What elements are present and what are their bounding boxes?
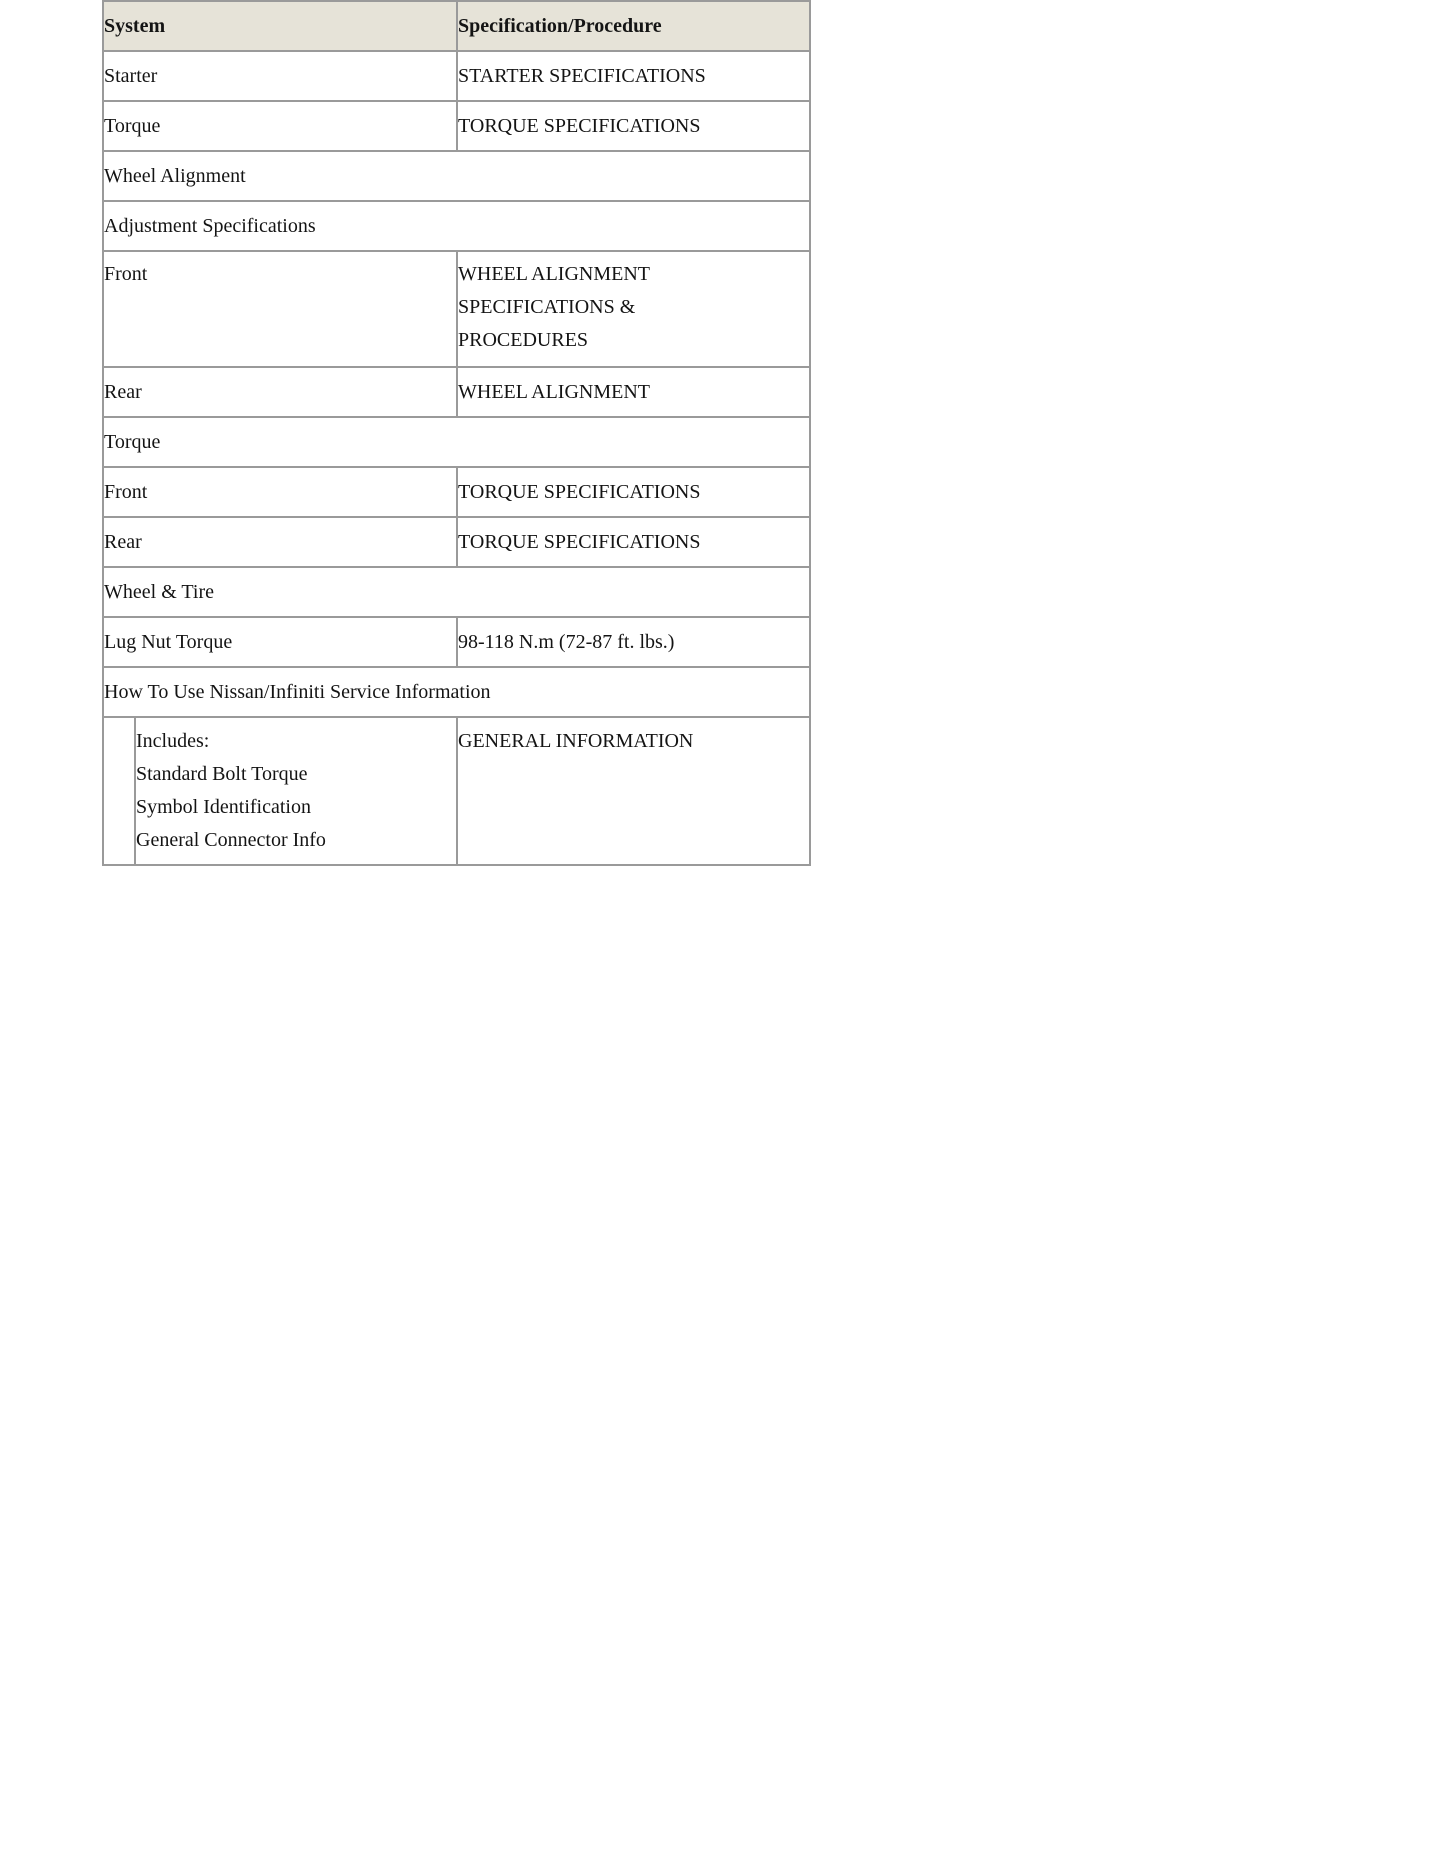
spec-cell-text	[458, 252, 809, 357]
table-row	[103, 367, 810, 417]
table-row	[103, 517, 810, 567]
system-cell: Lug Nut Torque	[103, 617, 457, 667]
includes-line: Symbol Identification	[136, 796, 311, 818]
table-row	[103, 467, 810, 517]
table-row	[103, 201, 810, 251]
spec-cell: WHEEL ALIGNMENT	[457, 367, 810, 417]
includes-list	[136, 718, 456, 857]
header-system: System	[103, 1, 457, 51]
spec-cell: TORQUE SPECIFICATIONS	[457, 467, 810, 517]
table-header-row	[103, 1, 810, 51]
system-cell: Rear	[103, 367, 457, 417]
table-row	[103, 417, 810, 467]
table-row	[103, 51, 810, 101]
spec-cell: TORQUE SPECIFICATIONS	[457, 101, 810, 151]
system-cell: Rear	[103, 517, 457, 567]
section-heading: Wheel Alignment	[103, 151, 810, 201]
system-cell	[103, 251, 457, 367]
indent-spacer-cell	[103, 717, 135, 865]
section-heading: Wheel & Tire	[103, 567, 810, 617]
includes-line: General Connector Info	[136, 829, 326, 851]
spec-line: SPECIFICATIONS &	[458, 296, 636, 318]
table-row	[103, 101, 810, 151]
header-specification-procedure: Specification/Procedure	[457, 1, 810, 51]
includes-line: Includes:	[136, 730, 210, 752]
spec-cell	[457, 717, 810, 865]
system-cell: Starter	[103, 51, 457, 101]
includes-line: Standard Bolt Torque	[136, 763, 308, 785]
system-cell-text: Front	[104, 263, 148, 285]
system-cell: Front	[103, 467, 457, 517]
system-cell	[135, 717, 457, 865]
spec-cell: 98-118 N.m (72-87 ft. lbs.)	[457, 617, 810, 667]
spec-cell	[457, 251, 810, 367]
spec-line: WHEEL ALIGNMENT	[458, 263, 651, 285]
table-row	[103, 667, 810, 717]
spec-cell-text: GENERAL INFORMATION	[458, 730, 694, 752]
spec-cell: TORQUE SPECIFICATIONS	[457, 517, 810, 567]
spec-line: PROCEDURES	[458, 329, 589, 351]
system-cell: Torque	[103, 101, 457, 151]
table-row	[103, 717, 810, 865]
subsection-heading: Adjustment Specifications	[103, 201, 810, 251]
specification-table	[102, 0, 811, 866]
table-row	[103, 251, 810, 367]
table-row	[103, 151, 810, 201]
table-row	[103, 567, 810, 617]
subsection-heading: Torque	[103, 417, 810, 467]
section-heading: How To Use Nissan/Infiniti Service Information	[103, 667, 810, 717]
table-row	[103, 617, 810, 667]
spec-cell: STARTER SPECIFICATIONS	[457, 51, 810, 101]
